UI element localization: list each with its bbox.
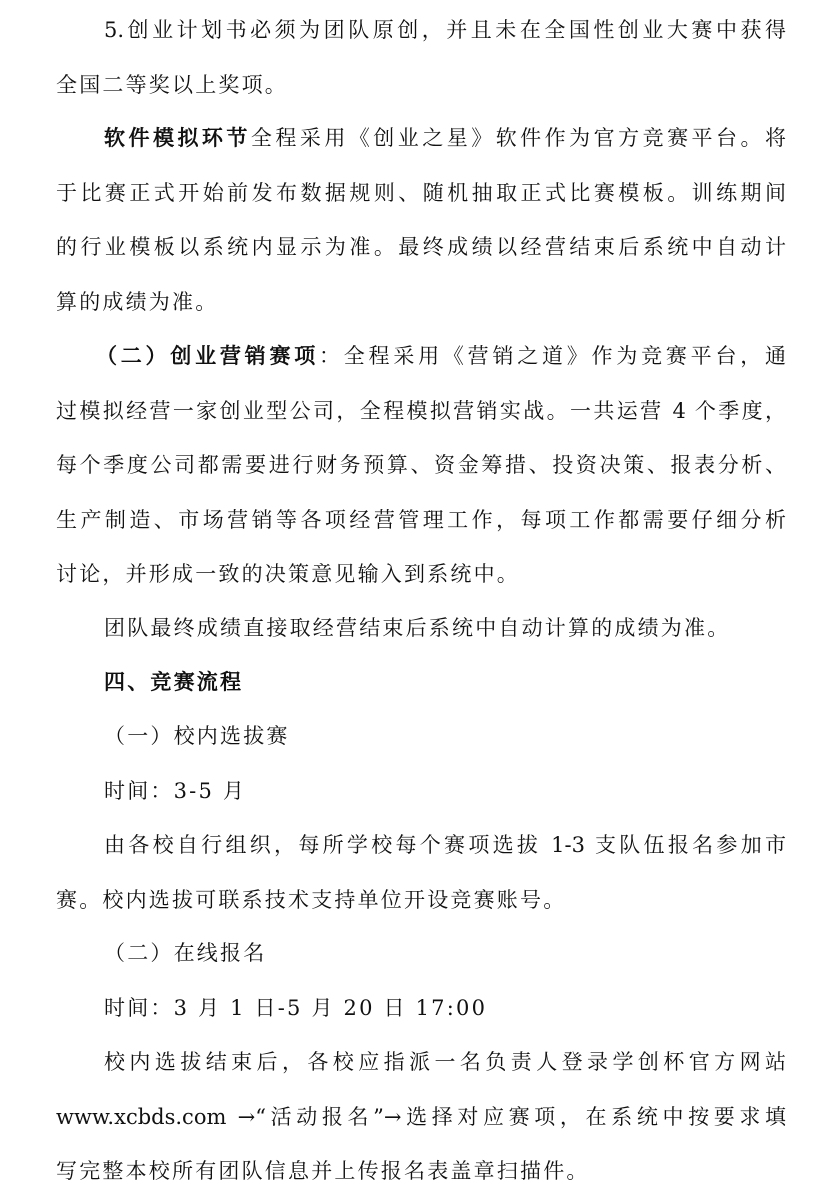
text-line: 算的成绩为准。 <box>56 290 219 314</box>
text-line: 校内选拔结束后，各校应指派一名负责人登录学创杯官方网站 <box>104 1050 786 1074</box>
text-line: 的行业模板以系统内显示为准。最终成绩以经营结束后系统中自动计 <box>56 235 786 259</box>
text-line <box>96 341 786 371</box>
text-line: 生产制造、市场营销等各项经营管理工作，每项工作都需要仔细分析 <box>56 508 786 532</box>
text-line: 由各校自行组织，每所学校每个赛项选拔 1-3 支队伍报名参加市 <box>104 833 786 857</box>
text-line: 赛。校内选拔可联系技术支持单位开设竞赛账号。 <box>56 888 567 912</box>
text-line: 全国二等奖以上奖项。 <box>56 73 288 97</box>
subsection-heading: （二）在线报名 <box>104 941 267 965</box>
bold-phrase: 软件模拟环节 <box>104 125 251 150</box>
text-run: 全程采用《创业之星》软件作为官方竞赛平台。将 <box>250 126 786 150</box>
text-line: www.xcbds.com →“活动报名”→选择对应赛项，在系统中按要求填 <box>56 1105 786 1129</box>
section-heading-marketing: （二）创业营销赛项 <box>96 343 319 368</box>
subsection-heading: （一）校内选拔赛 <box>104 724 290 748</box>
text-line: 过模拟经营一家创业型公司，全程模拟营销实战。一共运营 4 个季度， <box>56 399 786 423</box>
text-line: 时间：3 月 1 日-5 月 20 日 17:00 <box>104 996 488 1020</box>
text-run: ：全程采用《营销之道》作为竞赛平台，通 <box>319 344 786 368</box>
text-line: 讨论，并形成一致的决策意见输入到系统中。 <box>56 562 520 586</box>
text-line: 5.创业计划书必须为团队原创，并且未在全国性创业大赛中获得 <box>104 18 786 42</box>
text-line <box>104 123 786 153</box>
section-heading: 四、竞赛流程 <box>104 669 244 694</box>
text-line: 于比赛正式开始前发布数据规则、随机抽取正式比赛模板。训练期间 <box>56 181 786 205</box>
text-line: 团队最终成绩直接取经营结束后系统中自动计算的成绩为准。 <box>104 616 731 640</box>
text-line: 写完整本校所有团队信息并上传报名表盖章扫描件。 <box>56 1159 590 1183</box>
text-line: 时间：3-5 月 <box>104 779 247 803</box>
text-line: 每个季度公司都需要进行财务预算、资金筹措、投资决策、报表分析、 <box>56 453 786 477</box>
